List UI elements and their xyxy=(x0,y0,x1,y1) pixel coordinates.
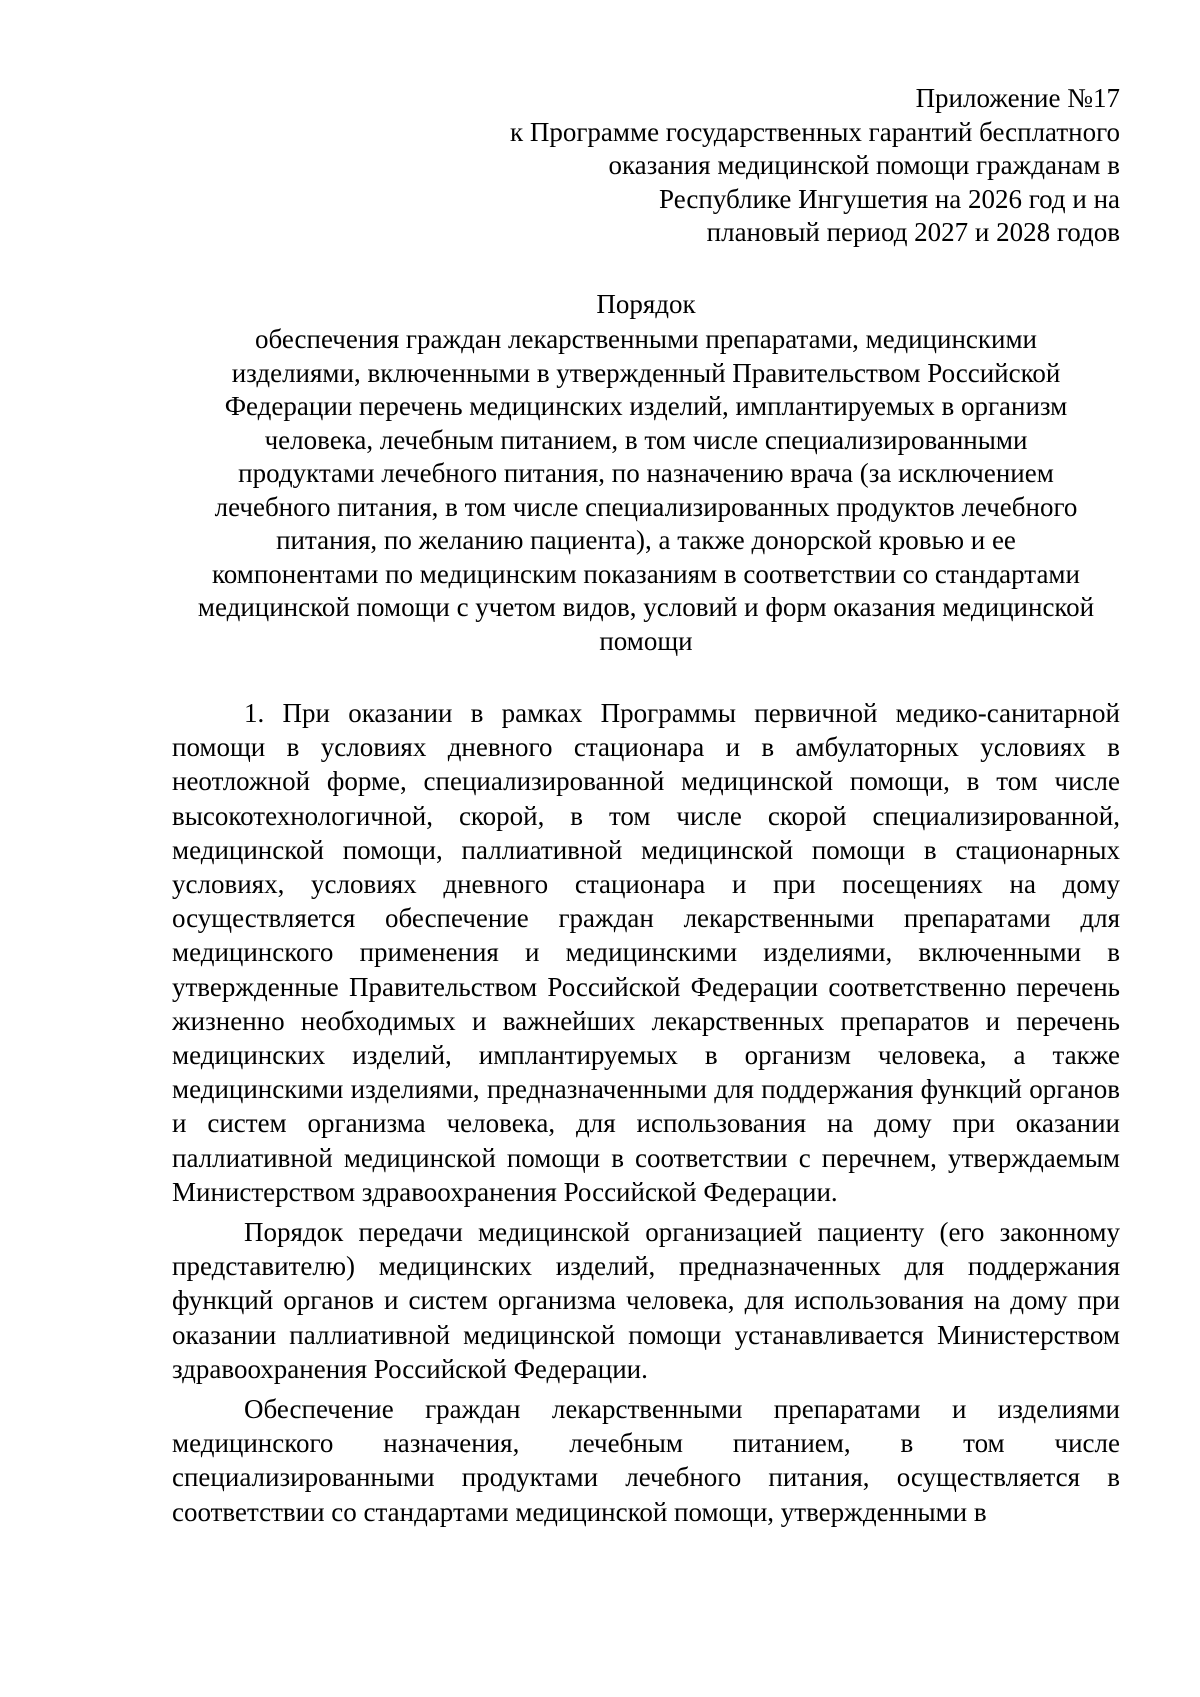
subtitle-line: человека, лечебным питанием, в том числе специализированными xyxy=(264,424,1028,455)
subtitle-line: лечебного питания, в том числе специализированных продуктов лечебного xyxy=(214,491,1078,522)
subtitle-line: обеспечения граждан лекарственными препаратами, медицинскими xyxy=(254,324,1037,354)
subtitle-line: продуктами лечебного питания, по назначению врача (за исключением xyxy=(238,458,1054,488)
paragraph: Порядок передачи медицинской организацией пациенту (его законному представителю) медицинских изделий, предназначенных для поддержания функций органов и систем организма человека, для использования на дому при оказании паллиативной медицинской помощи устанавливается Министерством здравоохранения Российской Федерации. xyxy=(172,1217,1120,1384)
subtitle-line: компонентами по медицинским показаниям в соответствии со стандартами xyxy=(212,558,1080,589)
document-body xyxy=(172,696,1120,1529)
document-title: Порядок xyxy=(596,288,696,319)
subtitle-line: изделиями, включенными в утвержденный Правительством Российской xyxy=(231,357,1061,388)
subtitle-line: помощи xyxy=(599,625,693,656)
paragraph: Обеспечение граждан лекарственными препаратами и изделиями медицинского назначения, лечебным питанием, в том числе специализированными продуктами лечебного питания, осуществляется в соответствии со стандартами медицинской помощи, утвержденными в xyxy=(172,1394,1120,1527)
appendix-line: Приложение №17 xyxy=(915,83,1120,113)
appendix-line: Республике Ингушетия на 2026 год и на xyxy=(659,183,1120,214)
document-page xyxy=(172,82,1120,1529)
subtitle-line: Федерации перечень медицинских изделий, имплантируемых в организм xyxy=(224,391,1068,421)
appendix-header xyxy=(172,82,1120,250)
subtitle-line: медицинской помощи с учетом видов, условий и форм оказания медицинской xyxy=(197,592,1095,622)
subtitle-line: питания, по желанию пациента), а также донорской кровью и ее xyxy=(276,525,1016,555)
appendix-line: плановый период 2027 и 2028 годов xyxy=(706,217,1120,247)
paragraph: 1. При оказании в рамках Программы первичной медико-санитарной помощи в условиях дневного стационара и в амбулаторных условиях в неотложной форме, специализированной медицинской помощи, в том числе высокотехнологичной, скорой, в том числе скорой специализированной, медицинской помощи, паллиативной медицинской помощи в стационарных условиях, условиях дневного стационара и при посещениях на дому осуществляется обеспечение граждан лекарственными препаратами для медицинского применения и медицинскими изделиями, включенными в утвержденные Правительством Российской Федерации соответственно перечень жизненно необходимых и важнейших лекарственных препаратов и перечень медицинских изделий, имплантируемых в организм человека, а также медицинскими изделиями, предназначенными для поддержания функций органов и систем организма человека, для использования на дому при оказании паллиативной медицинской помощи в соответствии с перечнем, утверждаемым Министерством здравоохранения Российской Федерации. xyxy=(172,698,1120,1207)
appendix-line: к Программе государственных гарантий бесплатного xyxy=(509,116,1120,147)
document-subtitle xyxy=(172,323,1120,658)
appendix-line: оказания медицинской помощи гражданам в xyxy=(608,150,1120,180)
